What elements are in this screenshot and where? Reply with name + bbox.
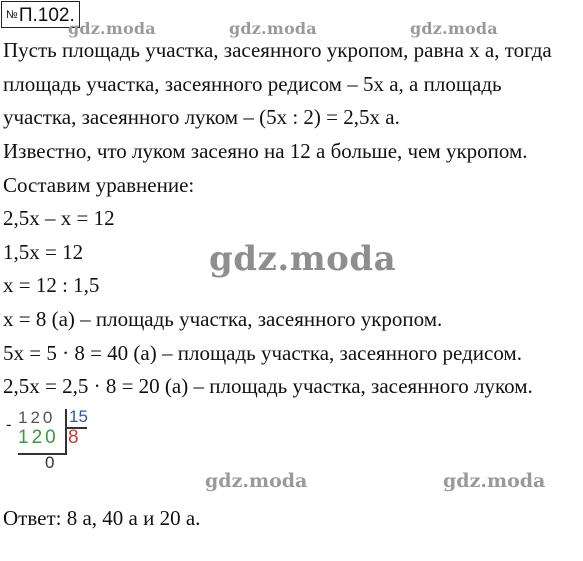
result-line-2: 5x = 5 · 8 = 40 (а) – площадь участка, засеянного редисом. <box>3 341 522 365</box>
equation-line-2: 1,5x = 12 <box>3 240 84 264</box>
answer-line: Ответ: 8 а, 40 а и 20 а. <box>3 506 201 530</box>
watermark-center: gdz.moda <box>209 239 397 279</box>
text-line-3: участка, засеянного луком – (5x : 2) = 2,5x а. <box>3 105 400 129</box>
division-divisor: 15 <box>69 407 88 426</box>
division-dividend: 120 <box>18 408 56 427</box>
watermark-bottom-left: gdz.moda <box>205 470 308 492</box>
division-subtraction-line <box>18 453 65 455</box>
division-minus-sign: - <box>6 416 12 433</box>
watermark-top-right: gdz.moda <box>410 19 498 38</box>
result-line-1: x = 8 (а) – площадь участка, засеянного укропом. <box>3 307 443 331</box>
equation-line-3: x = 12 : 1,5 <box>3 273 100 297</box>
text-line-5: Составим уравнение: <box>3 173 195 197</box>
long-division <box>6 407 116 483</box>
division-vertical-bar <box>65 409 67 455</box>
watermark-top-left: gdz.moda <box>68 19 156 38</box>
division-remainder: 0 <box>45 453 55 472</box>
text-line-2: площадь участка, засеянного редисом – 5x а, а площадь <box>3 72 502 96</box>
division-subtrahend: 120 <box>18 427 59 448</box>
number-sign: № <box>6 9 18 21</box>
watermark-bottom-right: gdz.moda <box>443 470 546 492</box>
text-line-4: Известно, что луком засеяно на 12 а больше, чем укропом. <box>3 139 528 163</box>
watermark-top-center: gdz.moda <box>229 19 317 38</box>
text-line-1: Пусть площадь участка, засеянного укропом, равна x а, тогда <box>3 38 552 62</box>
result-line-3: 2,5x = 2,5 · 8 = 20 (а) – площадь участка, засеянного луком. <box>3 374 533 398</box>
problem-number: П.102. <box>18 5 75 26</box>
division-quotient: 8 <box>68 427 79 448</box>
equation-line-1: 2,5x – x = 12 <box>3 206 115 230</box>
